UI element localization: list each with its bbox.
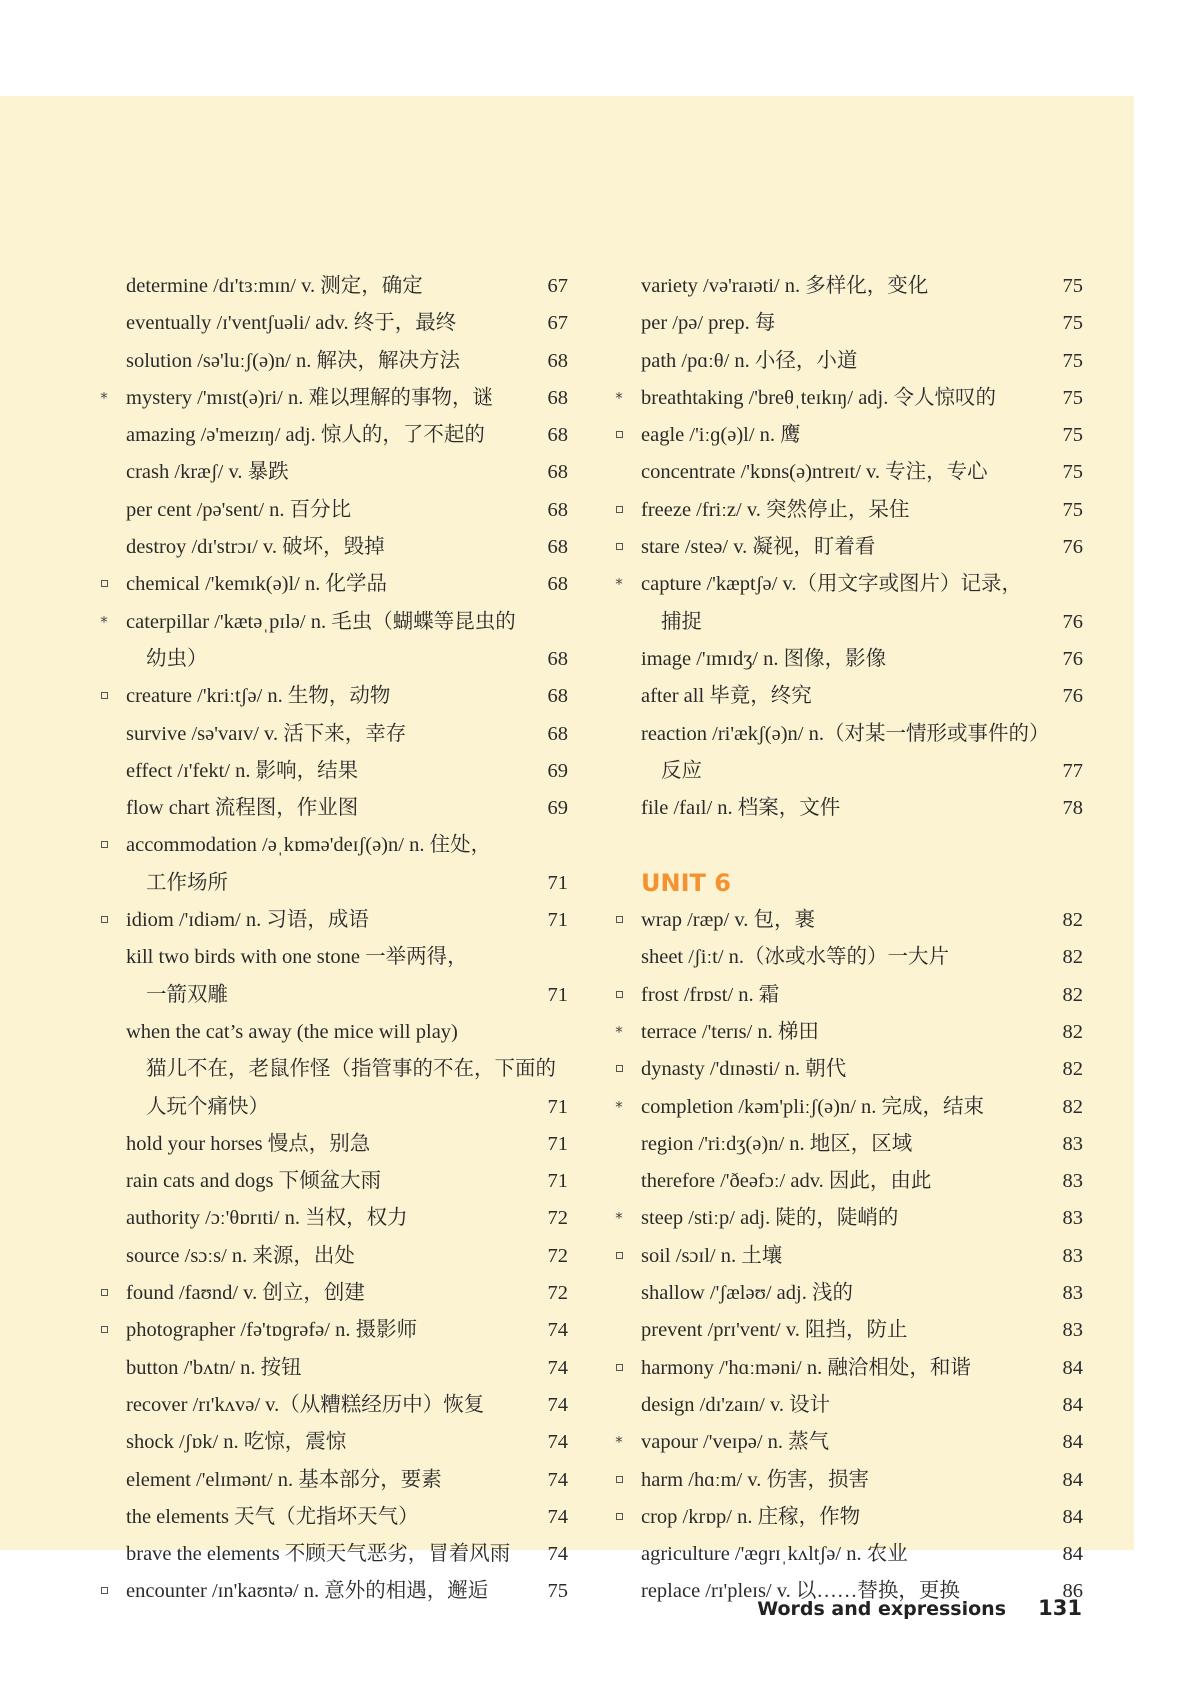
vocab-entry [112, 678, 568, 715]
vocab-entry [112, 1499, 568, 1536]
unit-heading: UNIT 6 [641, 868, 731, 897]
entry-text: region /'riːdʒ(ə)n/ n. 地区，区域 [641, 1132, 913, 1155]
entry-text: terrace /'terɪs/ n. 梯田 [641, 1020, 819, 1043]
square-marker-icon [614, 492, 624, 529]
entry-text: caterpillar /'kætəˌpɪlə/ n. 毛虫（蝴蝶等昆虫的 [126, 610, 516, 633]
entry-page-number: 75 [547, 1580, 568, 1603]
entry-text: per /pə/ prep. 每 [641, 312, 776, 335]
square-marker-icon [614, 977, 624, 1014]
vocab-entry [112, 380, 568, 417]
vocab-entry [112, 268, 568, 305]
entry-text: solution /sə'luːʃ(ə)n/ n. 解决，解决方法 [126, 349, 460, 372]
entry-page-number: 75 [1062, 424, 1083, 447]
entry-page-number: 69 [547, 759, 568, 782]
entry-text: per cent /pə'sent/ n. 百分比 [126, 498, 352, 521]
entry-continuation [112, 1051, 568, 1088]
vocab-entry [627, 1238, 1083, 1275]
entry-page-number: 84 [1062, 1393, 1083, 1416]
entry-text: steep /stiːp/ adj. 陡的，陡峭的 [641, 1207, 899, 1230]
star-marker-icon [614, 380, 624, 418]
entry-page-number: 86 [1062, 1580, 1083, 1603]
entry-page-number: 68 [547, 386, 568, 409]
entry-page-number: 67 [547, 312, 568, 335]
vocab-entry [627, 343, 1083, 380]
entry-page-number: 72 [547, 1207, 568, 1230]
vocab-entry [627, 1275, 1083, 1312]
entry-text: chemical /'kemɪk(ə)l/ n. 化学品 [126, 573, 388, 596]
entry-text: found /faʊnd/ v. 创立，创建 [126, 1282, 365, 1305]
vocab-entry [627, 1163, 1083, 1200]
vocab-entry [112, 305, 568, 342]
left-column [112, 268, 568, 1611]
entry-page-number: 76 [1062, 536, 1083, 559]
square-marker-icon [99, 1573, 109, 1610]
entry-text: determine /dɪ'tɜːmɪn/ v. 测定，确定 [126, 275, 423, 297]
entry-page-number: 74 [547, 1431, 568, 1454]
entry-page-number: 68 [547, 461, 568, 484]
vocab-entry [112, 1200, 568, 1237]
footer-section-title: Words and expressions [757, 1598, 1006, 1620]
vocab-entry [112, 1238, 568, 1275]
entry-text: replace /rɪ'pleɪs/ v. 以……替换，更换 [641, 1580, 960, 1603]
vocab-entry [627, 678, 1083, 715]
entry-text: crop /krɒp/ n. 庄稼，作物 [641, 1505, 861, 1528]
vocab-entry [112, 1536, 568, 1573]
vocab-entry [112, 827, 568, 864]
vocab-entry [112, 1350, 568, 1387]
entry-continuation [112, 641, 568, 678]
square-marker-icon [614, 1238, 624, 1275]
vocab-entry [627, 1051, 1083, 1088]
vocab-entry [112, 604, 568, 641]
entry-text: 幼虫） [146, 647, 208, 670]
star-marker-icon [99, 380, 109, 418]
vocab-entry [112, 1573, 568, 1610]
vocab-entry [627, 566, 1083, 603]
vocab-entry [627, 790, 1083, 827]
entry-page-number: 71 [547, 1095, 568, 1118]
vocab-entry [627, 939, 1083, 976]
entry-text: sheet /ʃiːt/ n.（冰或水等的）一大片 [641, 946, 950, 969]
vocab-entry [112, 1014, 568, 1051]
entry-text: 工作场所 [146, 871, 228, 894]
entry-continuation [112, 977, 568, 1014]
entry-text: button /'bʌtn/ n. 按钮 [126, 1356, 302, 1379]
entry-text: flow chart 流程图，作业图 [126, 797, 359, 820]
entry-page-number: 76 [1062, 610, 1083, 633]
entry-text: frost /frɒst/ n. 霜 [641, 983, 780, 1006]
entry-text: 捕捉 [661, 610, 702, 633]
entry-page-number: 82 [1062, 1058, 1083, 1081]
star-marker-icon [614, 1200, 624, 1238]
entry-text: rain cats and dogs 下倾盆大雨 [126, 1170, 382, 1193]
entry-text: therefore /'ðeəfɔː/ adv. 因此，由此 [641, 1170, 932, 1193]
entry-text: recover /rɪ'kʌvə/ v.（从糟糕经历中）恢复 [126, 1393, 485, 1416]
entry-page-number: 74 [547, 1393, 568, 1416]
entry-text: stare /steə/ v. 凝视，盯着看 [641, 536, 876, 559]
entry-page-number: 74 [547, 1543, 568, 1566]
vocab-entry [627, 1350, 1083, 1387]
square-marker-icon [99, 902, 109, 939]
vocab-entry [627, 977, 1083, 1014]
right-column [627, 268, 1083, 1611]
footer-page-number: 131 [1038, 1596, 1082, 1620]
entry-page-number: 78 [1062, 797, 1083, 820]
entry-page-number: 83 [1062, 1282, 1083, 1305]
entry-page-number: 71 [547, 1170, 568, 1193]
entry-page-number: 72 [547, 1244, 568, 1267]
vocab-entry [112, 1275, 568, 1312]
entry-page-number: 82 [1062, 946, 1083, 969]
star-marker-icon [614, 1089, 624, 1127]
entry-page-number: 83 [1062, 1319, 1083, 1342]
entry-text: design /dɪ'zaɪn/ v. 设计 [641, 1393, 831, 1416]
entry-page-number: 75 [1062, 498, 1083, 521]
entry-page-number: 71 [547, 871, 568, 894]
entry-text: eventually /ɪ'ventʃuəli/ adv. 终于，最终 [126, 312, 457, 335]
square-marker-icon [99, 1275, 109, 1312]
square-marker-icon [614, 1462, 624, 1499]
entry-page-number: 74 [547, 1505, 568, 1528]
entry-text: creature /'kriːtʃə/ n. 生物，动物 [126, 685, 391, 708]
entry-text: destroy /dɪ'strɔɪ/ v. 破坏，毁掉 [126, 536, 385, 559]
entry-text: harmony /'hɑːməni/ n. 融洽相处，和谐 [641, 1356, 971, 1379]
entry-text: crash /kræʃ/ v. 暴跌 [126, 461, 289, 484]
entry-text: dynasty /'dɪnəsti/ n. 朝代 [641, 1058, 847, 1081]
entry-page-number: 76 [1062, 685, 1083, 708]
entry-page-number: 71 [547, 909, 568, 932]
entry-text: hold your horses 慢点，别急 [126, 1132, 371, 1155]
entry-text: agriculture /'æɡrɪˌkʌltʃə/ n. 农业 [641, 1543, 908, 1566]
entry-text: wrap /ræp/ v. 包，裹 [641, 909, 816, 932]
square-marker-icon [99, 827, 109, 864]
vocab-entry [627, 454, 1083, 491]
vocab-entry [627, 417, 1083, 454]
entry-page-number: 76 [1062, 647, 1083, 670]
entry-page-number: 71 [547, 983, 568, 1006]
vocab-entry [112, 753, 568, 790]
vocab-entry [112, 902, 568, 939]
entry-continuation [627, 604, 1083, 641]
entry-page-number: 75 [1062, 349, 1083, 372]
entry-text: breathtaking /'breθˌteɪkɪŋ/ adj. 令人惊叹的 [641, 386, 996, 409]
entry-page-number: 82 [1062, 1020, 1083, 1043]
vocab-entry [627, 716, 1083, 753]
vocab-entry [112, 492, 568, 529]
entry-text: when the cat’s away (the mice will play) [126, 1020, 458, 1043]
square-marker-icon [614, 1350, 624, 1387]
entry-page-number: 67 [547, 275, 568, 297]
entry-text: prevent /prɪ'vent/ v. 阻挡，防止 [641, 1319, 908, 1342]
square-marker-icon [614, 529, 624, 566]
entry-page-number: 75 [1062, 386, 1083, 409]
entry-text: completion /kəm'pliːʃ(ə)n/ n. 完成，结束 [641, 1095, 985, 1118]
square-marker-icon [99, 1312, 109, 1349]
vocab-entry [112, 1126, 568, 1163]
entry-continuation [627, 753, 1083, 790]
entry-page-number: 84 [1062, 1431, 1083, 1454]
vocab-entry [627, 1126, 1083, 1163]
entry-text: idiom /'ɪdiəm/ n. 习语，成语 [126, 909, 369, 932]
entry-page-number: 68 [547, 424, 568, 447]
entry-page-number: 84 [1062, 1356, 1083, 1379]
entry-continuation [112, 865, 568, 902]
entry-text: 人玩个痛快） [146, 1095, 269, 1118]
entry-page-number: 68 [547, 647, 568, 670]
entry-text: 猫儿不在，老鼠作怪（指管事的不在，下面的 [146, 1058, 556, 1081]
vocab-entry [112, 1312, 568, 1349]
entry-text: eagle /'iːɡ(ə)l/ n. 鹰 [641, 424, 801, 447]
entry-text: concentrate /'kɒns(ə)ntreɪt/ v. 专注，专心 [641, 461, 988, 484]
vocab-entry [627, 1089, 1083, 1126]
entry-page-number: 71 [547, 1132, 568, 1155]
entry-text: authority /ɔː'θɒrɪti/ n. 当权，权力 [126, 1207, 408, 1230]
entry-text: capture /'kæptʃə/ v.（用文字或图片）记录， [641, 573, 1022, 596]
vocab-entry [627, 1200, 1083, 1237]
vocab-entry [112, 454, 568, 491]
square-marker-icon [614, 1051, 624, 1088]
entry-text: shock /ʃɒk/ n. 吃惊，震惊 [126, 1431, 347, 1454]
entry-text: reaction /ri'ækʃ(ə)n/ n.（对某一情形或事件的） [641, 722, 1050, 745]
vocab-entry [112, 529, 568, 566]
vocab-entry [627, 641, 1083, 678]
vocab-entry [112, 1163, 568, 1200]
entry-text: path /pɑːθ/ n. 小径，小道 [641, 349, 858, 372]
vocab-entry [627, 305, 1083, 342]
entry-page-number: 75 [1062, 312, 1083, 335]
vocab-entry [112, 939, 568, 976]
vocab-entry [112, 790, 568, 827]
vocab-entry [112, 417, 568, 454]
star-marker-icon [614, 1424, 624, 1462]
entry-text: photographer /fə'tɒɡrəfə/ n. 摄影师 [126, 1319, 418, 1342]
entry-page-number: 77 [1062, 759, 1083, 782]
star-marker-icon [614, 566, 624, 604]
entry-page-number: 74 [547, 1356, 568, 1379]
entry-text: 一箭双雕 [146, 983, 228, 1006]
entry-page-number: 84 [1062, 1468, 1083, 1491]
vocab-entry [627, 1536, 1083, 1573]
entry-text: 反应 [661, 759, 702, 782]
entry-text: survive /sə'vaɪv/ v. 活下来，幸存 [126, 722, 407, 745]
entry-text: effect /ɪ'fekt/ n. 影响，结果 [126, 759, 359, 782]
entry-text: soil /sɔɪl/ n. 土壤 [641, 1244, 783, 1267]
star-marker-icon [614, 1014, 624, 1052]
star-marker-icon [99, 604, 109, 642]
entry-text: source /sɔːs/ n. 来源，出处 [126, 1244, 355, 1267]
entry-page-number: 69 [547, 797, 568, 820]
entry-text: vapour /'veɪpə/ n. 蒸气 [641, 1431, 830, 1454]
entry-text: element /'elɪmənt/ n. 基本部分，要素 [126, 1468, 442, 1491]
vocab-entry [627, 380, 1083, 417]
square-marker-icon [99, 566, 109, 603]
vocab-entry [112, 343, 568, 380]
vocab-entry [627, 827, 1083, 864]
entry-page-number: 83 [1062, 1170, 1083, 1193]
entry-page-number: 75 [1062, 275, 1083, 297]
vocab-entry [627, 492, 1083, 529]
entry-page-number: 72 [547, 1282, 568, 1305]
entry-text: harm /hɑːm/ v. 伤害，损害 [641, 1468, 870, 1491]
entry-page-number: 82 [1062, 983, 1083, 1006]
vocab-entry [627, 1424, 1083, 1461]
entry-page-number: 68 [547, 536, 568, 559]
vocab-entry [112, 716, 568, 753]
entry-page-number: 74 [547, 1468, 568, 1491]
entry-text: the elements 天气（尤指坏天气） [126, 1505, 419, 1528]
vocab-entry [627, 1014, 1083, 1051]
vocab-entry [112, 1424, 568, 1461]
vocab-entry [627, 1499, 1083, 1536]
entry-page-number: 82 [1062, 1095, 1083, 1118]
vocab-entry [627, 902, 1083, 939]
glossary-panel [0, 96, 1134, 1603]
entry-text: freeze /friːz/ v. 突然停止，呆住 [641, 498, 910, 521]
entry-text: variety /və'raɪəti/ n. 多样化，变化 [641, 275, 929, 297]
vocab-entry [627, 529, 1083, 566]
vocab-entry [112, 1387, 568, 1424]
entry-page-number: 68 [547, 498, 568, 521]
vocab-entry [112, 1462, 568, 1499]
vocab-entry [627, 268, 1083, 305]
entry-text: amazing /ə'meɪzɪŋ/ adj. 惊人的，了不起的 [126, 424, 485, 447]
entry-page-number: 84 [1062, 1543, 1083, 1566]
entry-text: mystery /'mɪst(ə)ri/ n. 难以理解的事物，谜 [126, 386, 493, 409]
square-marker-icon [99, 678, 109, 715]
entry-page-number: 74 [547, 1319, 568, 1342]
entry-text: accommodation /əˌkɒmə'deɪʃ(ə)n/ n. 住处， [126, 834, 492, 857]
vocab-entry [627, 1462, 1083, 1499]
square-marker-icon [614, 1499, 624, 1536]
entry-continuation [112, 1089, 568, 1126]
entry-text: image /'ɪmɪdʒ/ n. 图像，影像 [641, 647, 887, 670]
vocab-entry [112, 566, 568, 603]
entry-text: encounter /ɪn'kaʊntə/ n. 意外的相遇，邂逅 [126, 1580, 489, 1603]
entry-page-number: 68 [547, 685, 568, 708]
entry-page-number: 82 [1062, 909, 1083, 932]
square-marker-icon [614, 902, 624, 939]
entry-text: after all 毕竟，终究 [641, 685, 812, 708]
entry-text: shallow /'ʃæləʊ/ adj. 浅的 [641, 1282, 853, 1305]
entry-page-number: 83 [1062, 1207, 1083, 1230]
entry-page-number: 68 [547, 349, 568, 372]
entry-text: kill two birds with one stone 一举两得， [126, 946, 468, 969]
entry-page-number: 83 [1062, 1132, 1083, 1155]
square-marker-icon [614, 417, 624, 454]
entry-text: file /faɪl/ n. 档案，文件 [641, 797, 841, 820]
entry-page-number: 68 [547, 722, 568, 745]
entry-page-number: 83 [1062, 1244, 1083, 1267]
entry-text: brave the elements 不顾天气恶劣，冒着风雨 [126, 1543, 511, 1566]
vocab-entry [627, 1387, 1083, 1424]
entry-page-number: 68 [547, 573, 568, 596]
entry-page-number: 84 [1062, 1505, 1083, 1528]
entry-page-number: 75 [1062, 461, 1083, 484]
vocab-entry [627, 1312, 1083, 1349]
